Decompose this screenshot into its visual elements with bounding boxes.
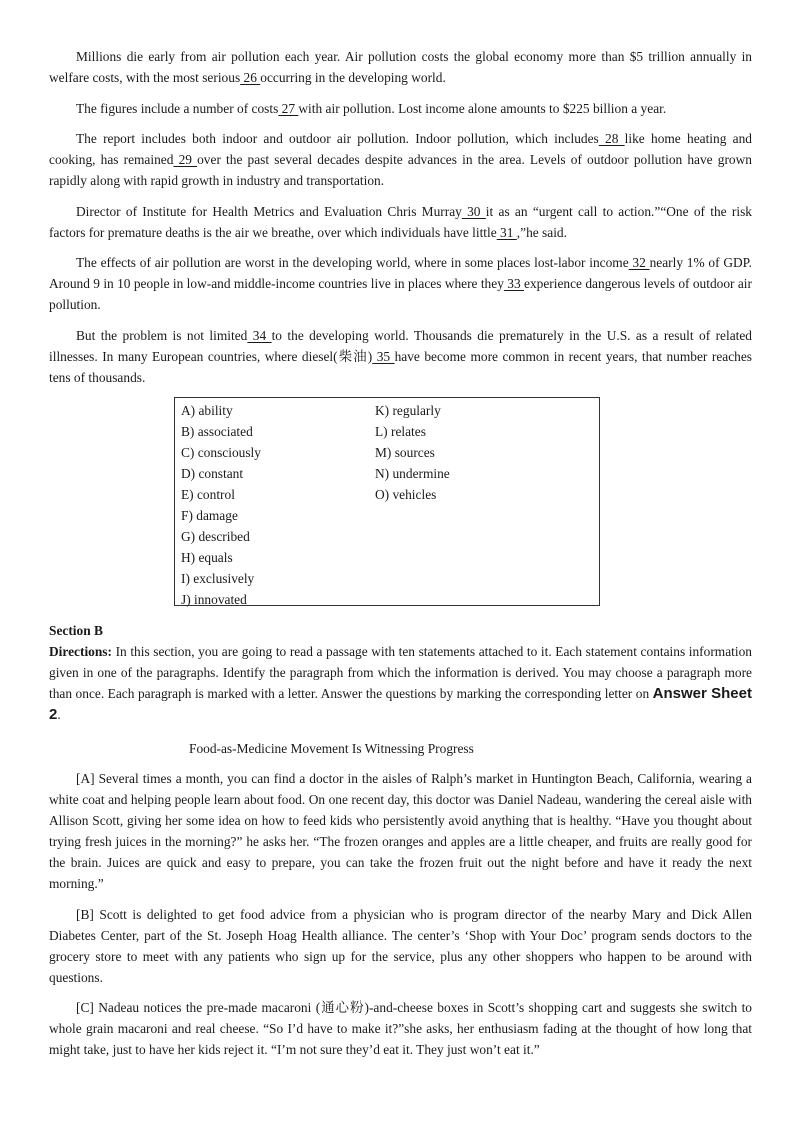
- document-page: [49, 46, 752, 1070]
- blank-30: 30: [461, 203, 486, 219]
- blank-28: 28: [598, 131, 625, 146]
- word-bank-option: B) associated: [181, 424, 253, 439]
- word-bank-option: M) sources: [375, 445, 435, 460]
- article-paragraph-c: [C] Nadeau notices the pre-made macaroni (通心粉)-and-cheese boxes in Scott’s shopping cart and suggests she switch to whole grain macaroni and real cheese. “So I’d have to make it?”she asks, her enthusiasm fading at the thought of how long that might take, just to have her kids reject it. “I’m not sure they’d eat it. They just won’t eat it.”: [49, 1000, 752, 1057]
- word-bank-left-column: [181, 400, 261, 610]
- passage-paragraph-5: The effects of air pollution are worst in the developing world, where in some places lost-labor income 32 nearly 1% of GDP. Around 9 in 10 people in low-and middle-income countries live in places where they 33 experience dangerous levels of outdoor air pollution.: [49, 255, 752, 312]
- passage-paragraph-3: The report includes both indoor and outdoor air pollution. Indoor pollution, which includes 28 like home heating and cooking, has remained 29 over the past several decades despite advances in the area. Levels of outdoor pollution have grown rapidly along with rapid growth in industry and transportation.: [49, 131, 752, 188]
- word-bank-option: O) vehicles: [375, 487, 437, 502]
- passage-paragraph-6: But the problem is not limited 34 to the developing world. Thousands die prematurely in the U.S. as a result of related illnesses. In many European countries, where diesel(柴油) 35 have become more common in recent years, that number reaches tens of thousands.: [49, 327, 752, 385]
- article-paragraph-b: [B] Scott is delighted to get food advice from a physician who is program director of the nearby Mary and Dick Allen Diabetes Center, part of the St. Joseph Hoag Health alliance. The center’s ‘Shop with Your Doc’ program sends doctors to the grocery store to meet with any patients who sign up for the service, plus any other shoppers who happen to be around with questions.: [49, 906, 752, 985]
- blank-35: 35: [372, 348, 395, 364]
- passage-paragraph-1: Millions die early from air pollution each year. Air pollution costs the global economy more than $5 trillion annually in welfare costs, with the most serious 26 occurring in the developing world.: [49, 49, 752, 85]
- word-bank-option: H) equals: [181, 550, 233, 565]
- blank-27: 27: [278, 100, 299, 116]
- blank-29: 29: [173, 152, 198, 167]
- word-bank-option: C) consciously: [181, 445, 261, 460]
- article-title: Food-as-Medicine Movement Is Witnessing Progress: [189, 741, 474, 756]
- section-b-directions: Directions: In this section, you are going to read a passage with ten statements attached to it. Each statement contains information given in one of the paragraphs. Identify the paragraph from which the information is derived. You may choose a paragraph more than once. Each paragraph is marked with a letter. Answer the questions by marking the corresponding letter on Answer Sheet 2.: [49, 644, 752, 723]
- section-b-heading: Section B: [49, 623, 103, 638]
- passage-paragraph-2: The figures include a number of costs 27 with air pollution. Lost income alone amounts to $225 billion a year.: [76, 100, 667, 116]
- blank-33: 33: [503, 276, 525, 291]
- article-paragraph-a: [A] Several times a month, you can find a doctor in the aisles of Ralph’s market in Huntington Beach, California, wearing a white coat and helping people learn about food. On one recent day, this doctor was Daniel Nadeau, wandering the cereal aisle with Allison Scott, giving her some idea on how to feed kids who persistently avoid anything that is healthy. “Have you thought about trying fresh juices in the morning?” he asks her. “The frozen oranges and apples are a little cheaper, and fruits are really good for the brain. Juices are quick and easy to prepare, you can take the frozen fruit out the night before and have it ready the next morning.”: [49, 771, 752, 891]
- word-bank-right-column: [375, 400, 450, 505]
- word-bank-option: G) described: [181, 529, 250, 544]
- word-bank-option: N) undermine: [375, 466, 450, 481]
- blank-34: 34: [247, 327, 272, 343]
- word-bank-option: J) innovated: [181, 592, 247, 607]
- word-bank-option: D) constant: [181, 466, 244, 481]
- answer-sheet-label: Answer Sheet 2: [49, 685, 752, 723]
- word-bank-option: F) damage: [181, 508, 238, 523]
- directions-label: Directions:: [49, 644, 112, 659]
- blank-26: 26: [240, 70, 261, 85]
- word-bank-option: E) control: [181, 487, 235, 502]
- blank-31: 31: [496, 224, 517, 240]
- word-bank-option: I) exclusively: [181, 571, 255, 586]
- word-bank-option: K) regularly: [375, 403, 441, 418]
- passage-paragraph-4: Director of Institute for Health Metrics and Evaluation Chris Murray 30 it as an “urgent call to action.”“One of the risk factors for premature deaths is the air we breathe, over which individuals have little 31 ,”he said.: [49, 203, 752, 240]
- blank-32: 32: [628, 255, 650, 270]
- word-bank-box: [174, 397, 600, 606]
- word-bank-option: A) ability: [181, 403, 233, 418]
- word-bank-option: L) relates: [375, 424, 426, 439]
